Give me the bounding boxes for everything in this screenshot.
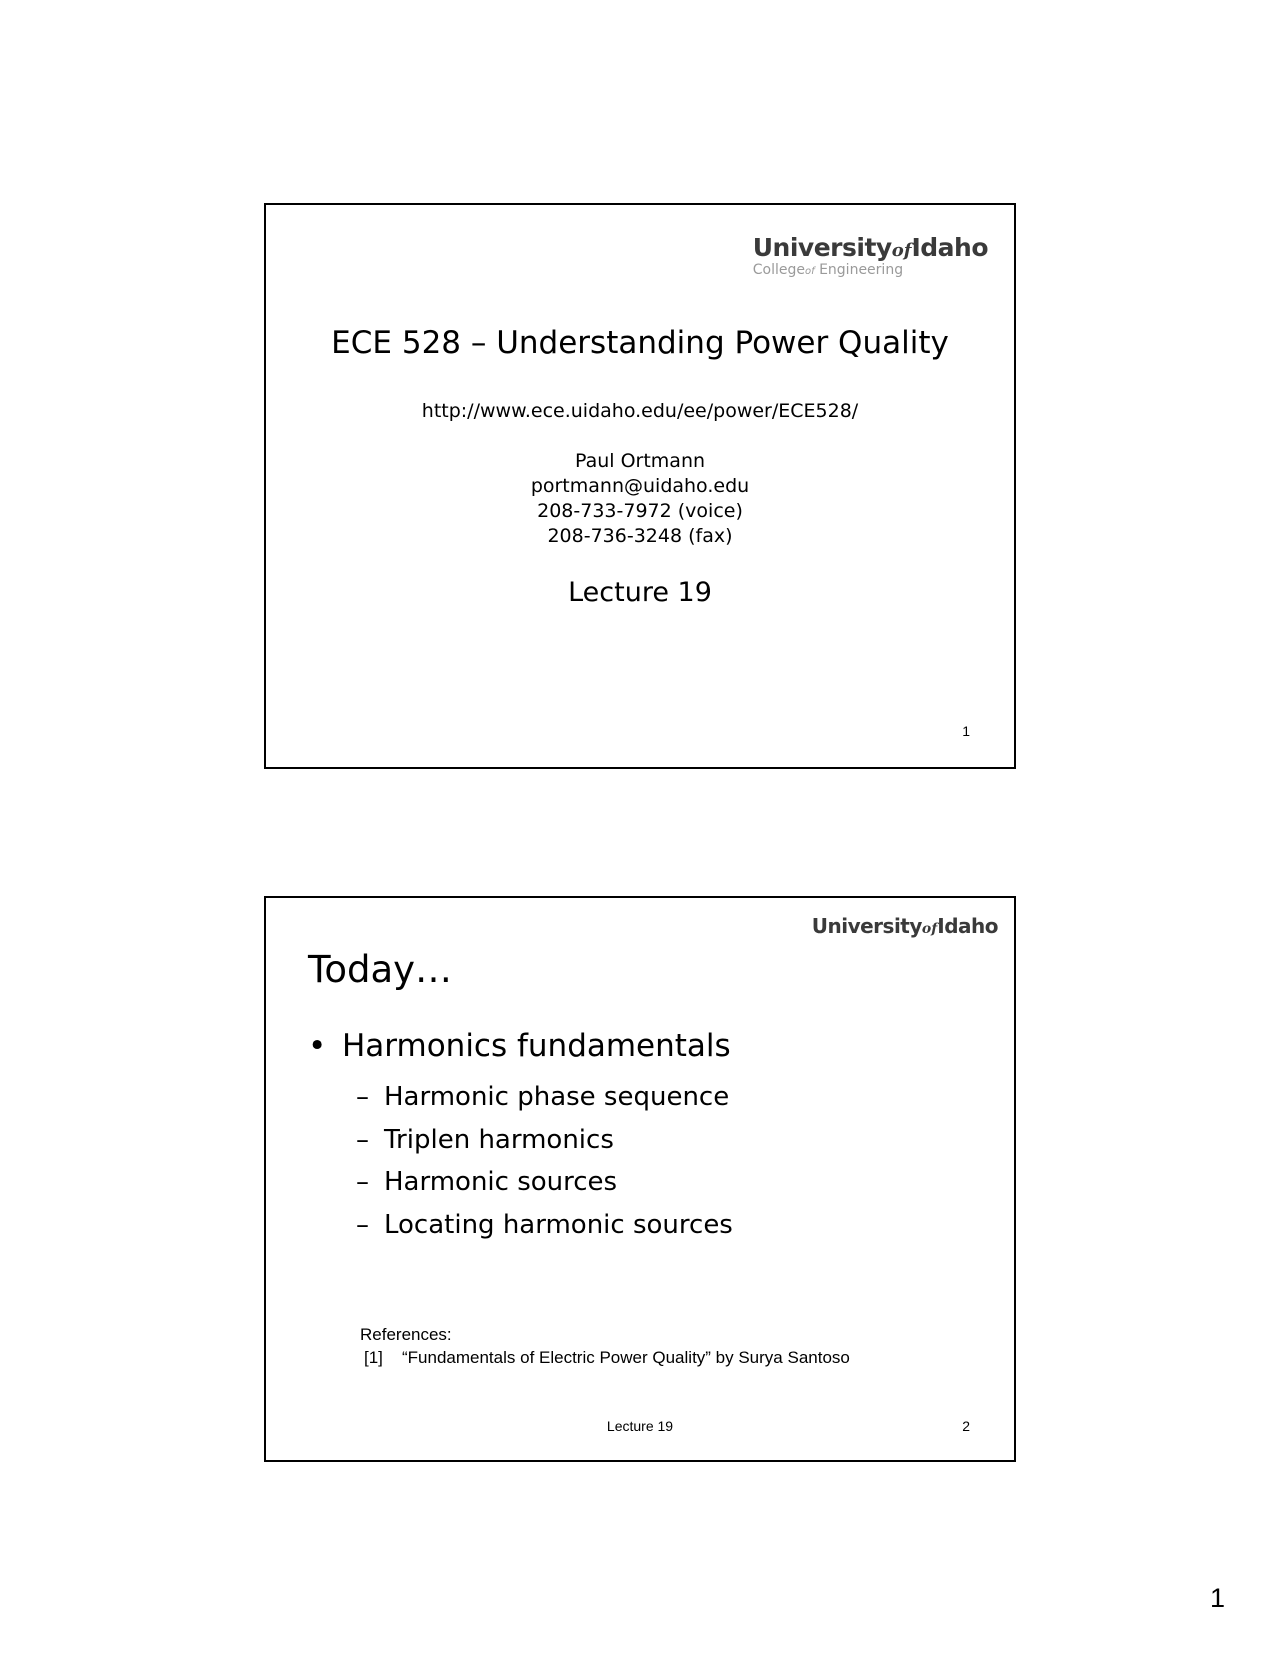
bullet-item [308, 1028, 731, 1064]
slide-1 [264, 203, 1016, 769]
list-item-text: Locating harmonic sources [384, 1209, 733, 1240]
reference-number: [1] [364, 1348, 383, 1367]
dash-marker: – [356, 1082, 369, 1112]
reference-item [360, 1346, 850, 1369]
logo-of-text: of [921, 921, 938, 937]
reference-text: “Fundamentals of Electric Power Quality” by Surya Santoso [402, 1348, 850, 1367]
instructor-email: portmann@uidaho.edu [530, 475, 750, 497]
dash-marker: – [356, 1209, 369, 1240]
list-item-text: Triplen harmonics [384, 1124, 614, 1155]
lecture-label: Lecture 19 [568, 577, 712, 608]
bullet-dot: • [308, 1028, 327, 1064]
slide-title: Today… [308, 948, 453, 991]
contact-block [266, 449, 1014, 549]
logo-college-text: College [752, 262, 805, 278]
slide-2 [264, 896, 1016, 1462]
list-item-text: Harmonic phase sequence [384, 1082, 730, 1112]
dash-marker: – [356, 1167, 369, 1197]
slide-footer: Lecture 19 [606, 1418, 674, 1434]
logo-college-line [753, 262, 988, 278]
list-item [356, 1165, 733, 1208]
logo-university-text: University [811, 914, 922, 938]
references-heading: References: [360, 1325, 452, 1344]
dash-marker: – [356, 1124, 369, 1155]
instructor-fax: 208-736-3248 (fax) [547, 525, 733, 547]
list-item [356, 1080, 733, 1123]
university-logo [753, 233, 988, 278]
logo-idaho-text: Idaho [911, 233, 988, 262]
slide-number: 1 [962, 723, 970, 739]
logo-of-text: of [891, 240, 912, 261]
logo-engineering-text: Engineering [819, 262, 904, 278]
sub-bullet-list [356, 1080, 733, 1250]
instructor-voice: 208-733-7972 (voice) [537, 500, 743, 522]
course-title: ECE 528 – Understanding Power Quality [331, 325, 949, 361]
instructor-name: Paul Ortmann [574, 450, 706, 472]
references-block [360, 1323, 850, 1369]
course-url: http://www.ece.uidaho.edu/ee/power/ECE528/ [421, 400, 859, 422]
list-item [356, 1208, 733, 1251]
list-item-text: Harmonic sources [384, 1167, 618, 1197]
bullet-text: Harmonics fundamentals [342, 1028, 731, 1064]
page-number: 1 [1209, 1583, 1225, 1613]
slide-number: 2 [962, 1418, 970, 1434]
logo-idaho-text: Idaho [937, 914, 998, 938]
logo-college-of-text: of [804, 266, 815, 277]
logo-university-text: University [752, 233, 892, 262]
university-logo [812, 914, 998, 938]
list-item [356, 1123, 733, 1166]
